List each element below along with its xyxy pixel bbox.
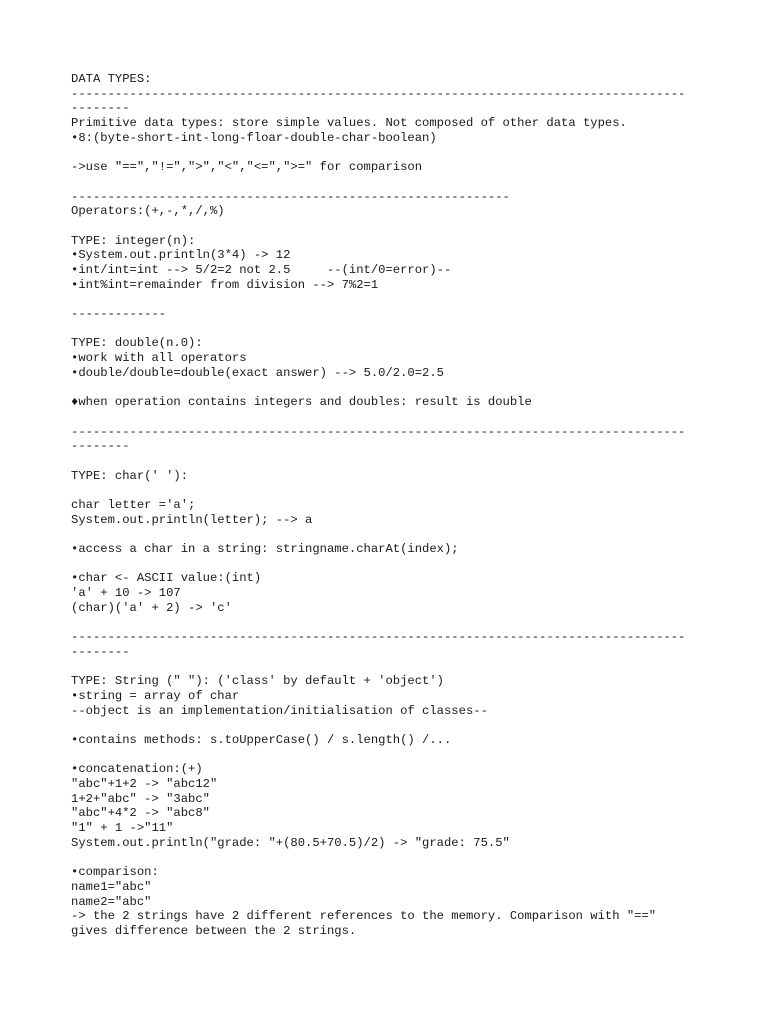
blank-line	[71, 322, 711, 337]
blank-line	[71, 748, 711, 763]
blank-line	[71, 145, 711, 160]
text-line: 'a' + 10 -> 107	[71, 586, 181, 601]
bullet-item: •8:(byte-short-int-long-floar-double-char-boolean)	[71, 130, 437, 145]
text-line: "abc"+1+2 -> "abc12"	[71, 777, 218, 791]
bullet-item: •int%int=remainder from division --> 7%2=1	[71, 277, 379, 292]
text-line: name2="abc"	[71, 894, 152, 909]
bullet-item: •string = array of char	[71, 688, 240, 703]
blank-line	[71, 483, 711, 498]
bullet-item: •char <- ASCII value:(int)	[71, 571, 262, 586]
text-line: "1" + 1 ->"11"	[71, 821, 174, 836]
text-line: 1+2+"abc" -> "3abc"	[71, 791, 210, 806]
bullet-item: •System.out.println(3*4) -> 12	[71, 248, 291, 263]
blank-line	[71, 718, 711, 733]
blank-line	[71, 219, 711, 234]
text-line: (char)('a' + 2) -> 'c'	[71, 600, 232, 615]
text-line: name1="abc"	[71, 879, 152, 894]
text-line: -> the 2 strings have 2 different references to the memory. Comparison with "=="	[71, 909, 657, 924]
separator-line: ------------------------------------------------------------	[71, 189, 510, 204]
section-heading: TYPE: String (" "): ('class' by default + 'object')	[71, 674, 444, 689]
separator-line: ------------------------------------------------------------------------------------	[71, 630, 686, 645]
blank-line	[71, 615, 711, 630]
text-line: System.out.println(letter); --> a	[71, 512, 313, 527]
text-line: Operators:(+,-,*,/,%)	[71, 204, 225, 219]
text-line: ->use "==","!=",">","<","<=",">=" for comparison	[71, 160, 423, 175]
section-heading: DATA TYPES:	[71, 72, 152, 86]
text-line: --object is an implementation/initialisation of classes--	[71, 703, 488, 718]
blank-line	[71, 850, 711, 865]
text-line: char letter ='a';	[71, 497, 196, 512]
text-line: "abc"+4*2 -> "abc8"	[71, 806, 210, 821]
bullet-item: •comparison:	[71, 865, 159, 880]
document-body	[71, 72, 711, 939]
blank-line	[71, 410, 711, 425]
bullet-item: ♦when operation contains integers and doubles: result is double	[71, 395, 532, 410]
blank-line	[71, 454, 711, 469]
blank-line	[71, 380, 711, 395]
section-heading: TYPE: integer(n):	[71, 233, 196, 248]
separator-line: --------	[71, 439, 130, 454]
bullet-item: •contains methods: s.toUpperCase() / s.length() /...	[71, 732, 452, 747]
blank-line	[71, 292, 711, 307]
bullet-item: •access a char in a string: stringname.charAt(index);	[71, 542, 459, 556]
blank-line	[71, 660, 711, 675]
section-heading: TYPE: char(' '):	[71, 468, 189, 483]
bullet-item: •double/double=double(exact answer) --> 5.0/2.0=2.5	[71, 365, 444, 380]
separator-line: --------	[71, 644, 130, 659]
separator-line: ------------------------------------------------------------------------------------	[71, 86, 686, 101]
text-line: System.out.println("grade: "+(80.5+70.5)/2) -> "grade: 75.5"	[71, 835, 510, 850]
bullet-item: •int/int=int --> 5/2=2 not 2.5 --(int/0=error)--	[71, 262, 452, 277]
separator-line: -------------	[71, 307, 167, 321]
blank-line	[71, 175, 711, 190]
text-line: gives difference between the 2 strings.	[71, 923, 357, 938]
blank-line	[71, 527, 711, 542]
text-line: Primitive data types: store simple values. Not composed of other data types.	[71, 116, 627, 131]
separator-line: ------------------------------------------------------------------------------------	[71, 424, 686, 439]
section-heading: TYPE: double(n.0):	[71, 336, 203, 351]
separator-line: --------	[71, 101, 130, 116]
blank-line	[71, 557, 711, 572]
bullet-item: •work with all operators	[71, 351, 247, 366]
bullet-item: •concatenation:(+)	[71, 762, 203, 777]
